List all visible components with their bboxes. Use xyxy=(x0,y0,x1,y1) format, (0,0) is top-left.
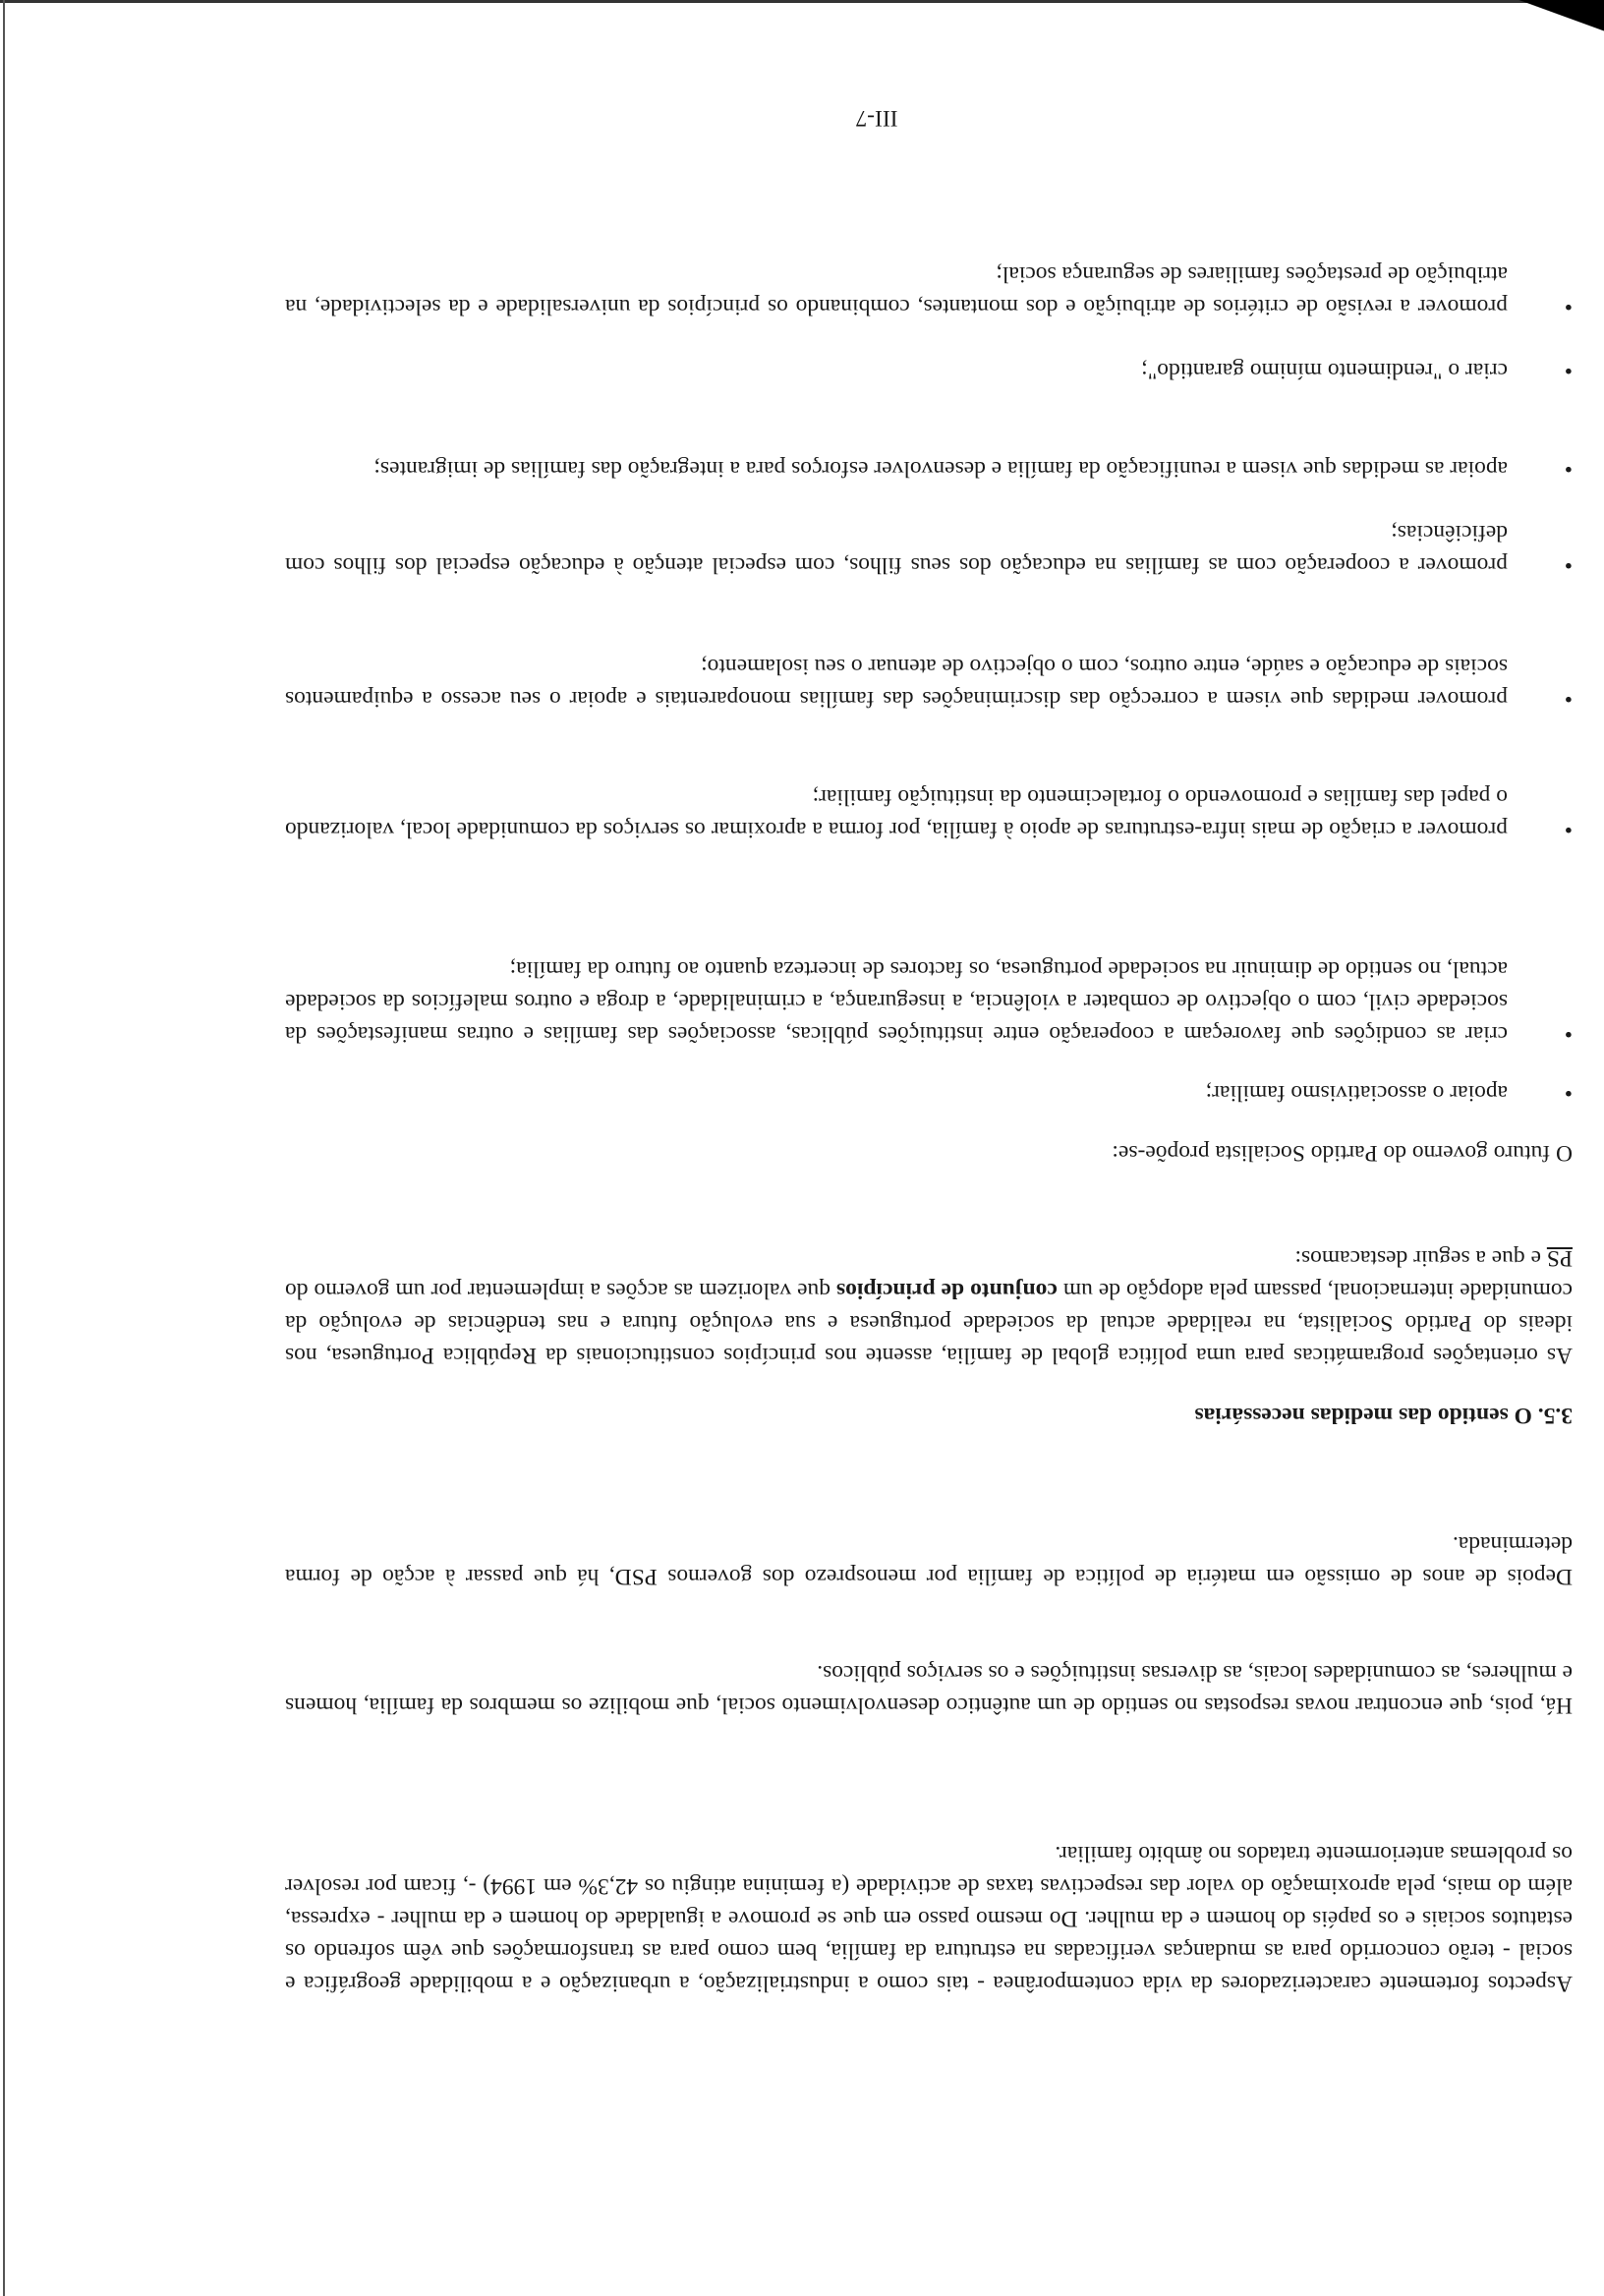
bullet-item xyxy=(285,452,1573,485)
bullet-icon: • xyxy=(1564,1080,1573,1106)
text: e que a seguir destacamos: xyxy=(1294,1245,1547,1271)
bullet-icon: • xyxy=(1564,552,1573,578)
bullet-text: promover a cooperação com as famílias na educação dos seus filhos, com especial atenção à educação especial dos filhos com deficiências; xyxy=(285,520,1508,578)
bullet-item xyxy=(285,258,1573,322)
bullet-item xyxy=(285,650,1573,715)
bullet-item xyxy=(285,1076,1573,1109)
bullet-icon: • xyxy=(1564,456,1573,482)
section-heading: 3.5. O sentido das medidas necessárias xyxy=(1194,1403,1573,1428)
bullet-text: apoiar as medidas que visem a reunificação da família e desenvolver esforços para a integração das famílias de imigrantes; xyxy=(373,456,1508,482)
bullet-icon: • xyxy=(1564,686,1573,712)
bullet-text: promover medidas que visem a correcção das discriminações das famílias monoparentais e apoiar o seu acesso a equipamentos sociais de educação e saúde, entre outros, com o objectivo de atenuar o seu isolamento; xyxy=(285,654,1508,712)
page-number: III-7 xyxy=(855,105,898,131)
bullet-text: promover a criação de mais infra-estruturas de apoio à família, por forma a aproximar os serviços da comunidade local, valorizando o papel das famílias e promovendo o fortalecimento da instituição familiar; xyxy=(285,784,1508,842)
paragraph-3: Depois de anos de omissão em matéria de política de família por menosprezo dos governos PSD, há que passar à acção de forma determinada. xyxy=(285,1531,1573,1589)
bullet-item xyxy=(285,354,1573,386)
bullet-icon: • xyxy=(1564,817,1573,842)
underlined-text: PS xyxy=(1546,1245,1573,1271)
bullet-text: criar as condições que favoreçam a cooperação entre instituições públicas, associações das famílias e outras manifestações da sociedade civil, com o objectivo de combater a violência, a insegurança, a criminalidade, a droga e outros malefícios da sociedade actual, no sentido de diminuir na sociedade portuguesa, os factores de incerteza quanto ao futuro da família; xyxy=(285,956,1508,1047)
bullet-icon: • xyxy=(1564,358,1573,383)
bullet-item xyxy=(285,952,1573,1050)
bold-text: conjunto de princípios xyxy=(836,1278,1058,1303)
bullet-icon: • xyxy=(1564,1021,1573,1047)
paragraph-2: Há, pois, que encontrar novas respostas no sentido de um autêntico desenvolvimento social, que mobilize os membros da família, homens e mulheres, as comunidades locais, as diversas instituições e os serviços públicos. xyxy=(285,1660,1573,1718)
bullet-text: apoiar o associativismo familiar; xyxy=(1205,1080,1508,1106)
text: As orientações programáticas para uma política global de família, assente nos princípios constitucionais da República Portuguesa, nos ideais do Partido Socialista, na realidade actual da sociedade portuguesa e sua evolução futura e nas tendências de evolução da comunidade internacional, passam pela adopção de um xyxy=(285,1278,1573,1368)
bullet-icon: • xyxy=(1564,294,1573,319)
bullet-item xyxy=(285,780,1573,845)
bullet-item xyxy=(285,516,1573,581)
bullet-text: promover a revisão de critérios de atribuição e dos montantes, combinando os princípios da universalidade e da selectividade, na atribuição de prestações familiares de segurança social; xyxy=(285,261,1508,319)
text: que valorizem as acções a implementar por um governo do xyxy=(285,1278,837,1303)
paragraph-1: Aspectos fortemente caracterizadores da vida contemporânea - tais como a industrialização, a urbanização e a mobilidade geográfica e social - terão concorrido para as mudanças verificadas na estrutura da família, bem como para as transformações que vêm sofrendo os estatutos sociais e os papéis do homem e da mulher. Do mesmo passo em que se promove a igualdade do homem e da mulher - expressa, além do mais, pela aproximação do valor das respectivas taxas de actividade (a feminina atingiu os 42,3% em 1994) -, ficam por resolver os problemas anteriormente tratados no âmbito familiar. xyxy=(285,1841,1573,1996)
orientation-paragraph xyxy=(285,1241,1573,1371)
intro-line: O futuro governo do Partido Socialista propõe-se: xyxy=(1112,1140,1573,1166)
bullet-text: criar o "rendimento mínimo garantido"; xyxy=(1141,358,1508,383)
